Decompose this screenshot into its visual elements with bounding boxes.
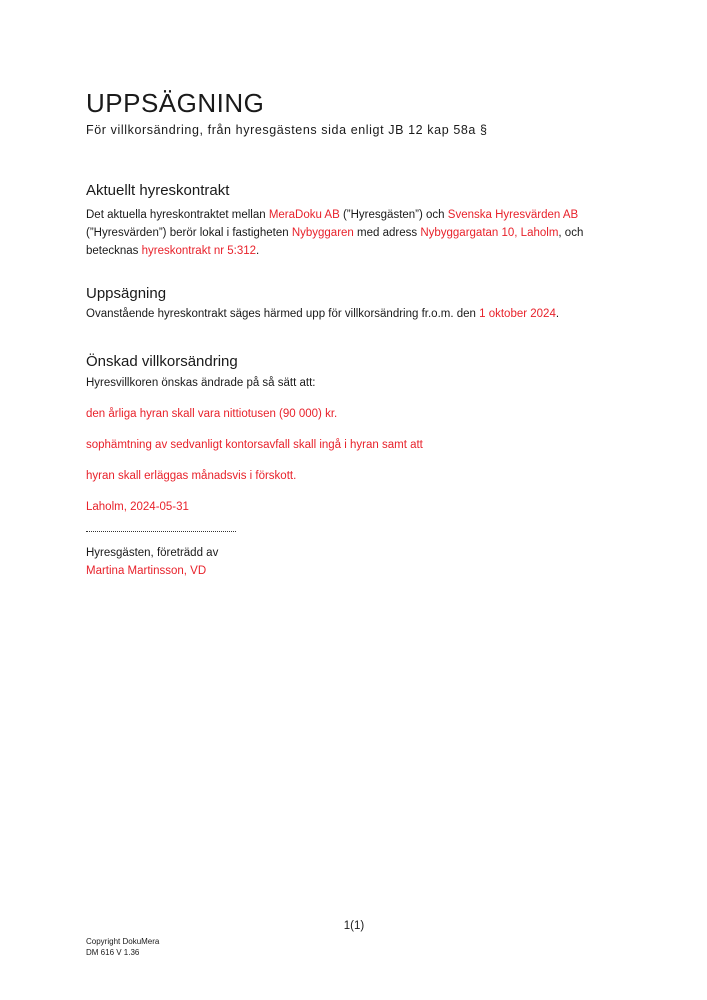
- property-address: Nybyggargatan 10, Laholm: [420, 227, 559, 239]
- termination-paragraph: [86, 308, 559, 320]
- document-title: UPPSÄGNING: [86, 88, 265, 118]
- signature-label: Hyresgästen, företrädd av: [86, 547, 219, 559]
- section-heading-termination: Uppsägning: [86, 285, 167, 302]
- page-number: 1(1): [343, 920, 365, 932]
- tenant-name: MeraDoku AB: [268, 209, 340, 221]
- text-fragment: med adress: [353, 227, 421, 239]
- change-item: sophämtning av sedvanligt kontorsavfall skall ingå i hyran samt att: [86, 439, 423, 451]
- change-item: den årliga hyran skall vara nittiotusen (90 000) kr.: [86, 408, 338, 420]
- section-heading-current-contract: Aktuellt hyreskontrakt: [86, 182, 230, 199]
- text-fragment: .: [555, 308, 560, 320]
- text-fragment: Det aktuella hyreskontraktet mellan: [86, 209, 269, 221]
- signature-line: [86, 531, 236, 532]
- text-fragment: (”Hyresgästen”) och: [339, 209, 448, 221]
- footer-copyright: Copyright DokuMera: [86, 937, 160, 946]
- text-fragment: (”Hyresvärden”) berör lokal i fastigheten: [86, 227, 292, 239]
- document-subtitle: För villkorsändring, från hyresgästens sida enligt JB 12 kap 58a §: [86, 123, 488, 137]
- requested-changes-intro: Hyresvillkoren önskas ändrade på så sätt att:: [86, 377, 316, 389]
- landlord-name: Svenska Hyresvärden AB: [447, 209, 579, 221]
- text-fragment: betecknas: [86, 245, 142, 257]
- footer-document-id: DM 616 V 1.36: [86, 948, 140, 957]
- text-fragment: .: [256, 245, 260, 257]
- text-fragment: Ovanstående hyreskontrakt säges härmed upp för villkorsändring fr.o.m. den: [86, 308, 480, 320]
- contract-number: hyreskontrakt nr 5:312: [141, 245, 257, 257]
- property-name: Nybyggaren: [291, 227, 354, 239]
- section-heading-requested-changes: Önskad villkorsändring: [86, 353, 238, 370]
- change-item: hyran skall erläggas månadsvis i förskott.: [86, 470, 297, 482]
- place-and-date: Laholm, 2024-05-31: [86, 501, 189, 513]
- text-fragment: , och: [558, 227, 584, 239]
- current-contract-paragraph: [86, 206, 636, 260]
- signatory-name: Martina Martinsson, VD: [86, 565, 207, 577]
- termination-date: 1 oktober 2024: [479, 308, 556, 320]
